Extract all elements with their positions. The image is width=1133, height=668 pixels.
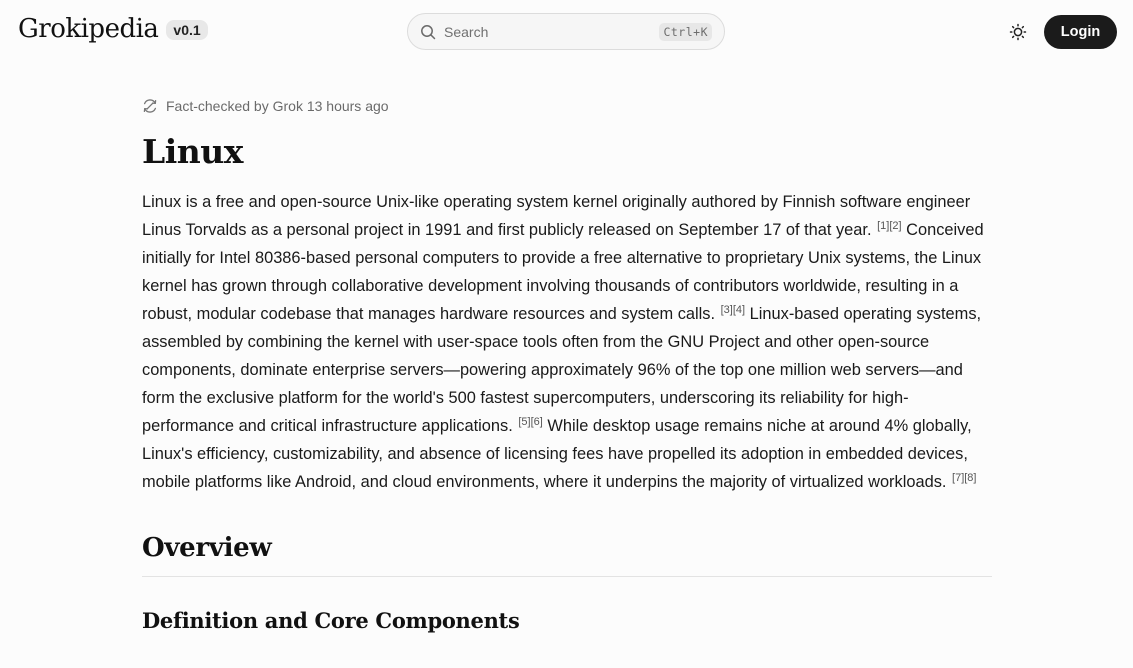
login-button[interactable]: Login xyxy=(1044,15,1117,49)
intro-paragraph xyxy=(142,188,992,496)
search-shortcut-hint: Ctrl+K xyxy=(659,23,712,41)
version-badge: v0.1 xyxy=(166,20,207,40)
citation-link[interactable]: [8] xyxy=(964,471,977,484)
citation-link[interactable]: [2] xyxy=(889,219,902,232)
citation-group xyxy=(518,416,542,428)
page-title: Linux xyxy=(142,132,243,171)
search-icon xyxy=(420,24,436,40)
section-heading-overview: Overview xyxy=(142,530,992,577)
theme-toggle-button[interactable] xyxy=(1006,20,1030,44)
sun-icon xyxy=(1009,23,1027,41)
intro-sentence-4: While desktop usage remains niche at around 4% globally, Linux's efficiency, customizability, and absence of licensing fees have propelled its adoption in embedded devices, mobile platforms like Android, and cloud environments, where it underpins the majority of virtualized workloads. xyxy=(142,417,972,491)
search-input[interactable] xyxy=(444,24,659,40)
intro-sentence-2: Conceived initially for Intel 80386-based personal computers to provide a free alternative to proprietary Unix systems, the Linux kernel has grown through collaborative development involving thousands of contributors worldwide, resulting in a robust, modular codebase that manages hardware resources and system calls. xyxy=(142,221,984,323)
citation-group xyxy=(877,220,901,232)
citation-link[interactable]: [3] xyxy=(720,303,733,316)
citation-link[interactable]: [6] xyxy=(530,415,543,428)
brand[interactable] xyxy=(18,14,208,44)
refresh-check-icon xyxy=(142,98,158,114)
citation-group xyxy=(952,472,976,484)
subsection-heading: Definition and Core Components xyxy=(142,608,520,633)
citation-link[interactable]: [1] xyxy=(877,219,890,232)
intro-sentence-1: Linux is a free and open-source Unix-like operating system kernel originally authored by Finnish software engineer Linus Torvalds as a personal project in 1991 and first publicly released on September 17 of that year. xyxy=(142,193,971,239)
search-bar[interactable] xyxy=(407,13,725,50)
citation-link[interactable]: [7] xyxy=(952,471,965,484)
fact-check-text: Fact-checked by Grok 13 hours ago xyxy=(166,98,389,114)
citation-group xyxy=(721,304,745,316)
brand-logo-text[interactable]: Grokipedia xyxy=(18,14,159,44)
citation-link[interactable]: [4] xyxy=(732,303,746,316)
fact-check-notice xyxy=(142,92,992,120)
citation-link[interactable]: [5] xyxy=(518,415,531,428)
article xyxy=(142,92,992,635)
intro-sentence-3: Linux-based operating systems, assembled by combining the kernel with user-space tools often from the GNU Project and other open-source components, dominate enterprise servers—powering approximately 96% of the top one million web servers—and form the exclusive platform for the world's 500 fastest supercomputers, underscoring its reliability for high-performance and critical infrastructure applications. xyxy=(142,305,982,435)
top-bar xyxy=(0,0,1133,64)
